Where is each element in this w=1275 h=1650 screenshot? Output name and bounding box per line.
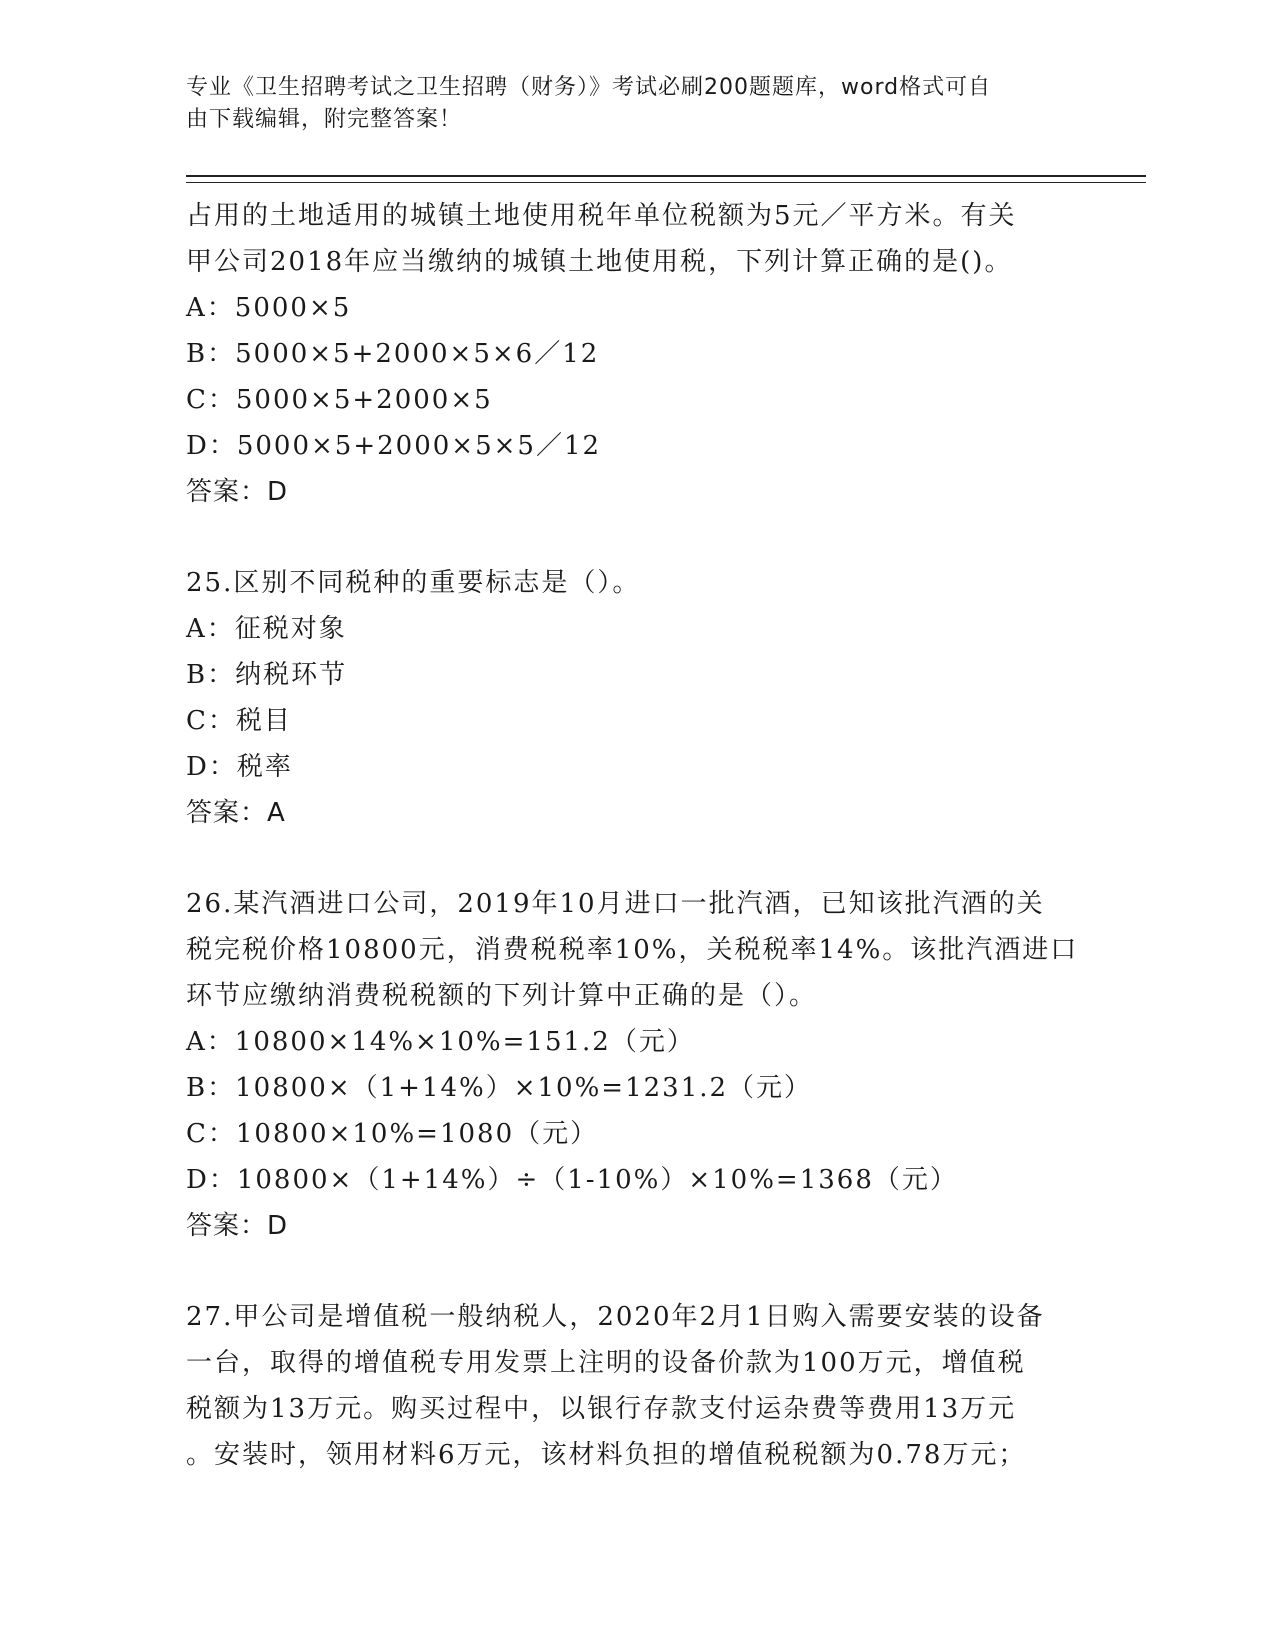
question-list: [186, 193, 1086, 1478]
answer-line: 答案：A: [186, 798, 286, 828]
option-b: B：10800×（1+14%）×10%=1231.2（元）: [186, 1073, 813, 1103]
question-stem-line: 26.某汽酒进口公司，2019年10月进口一批汽酒，已知该批汽酒的关: [186, 889, 1045, 919]
question-24: [186, 193, 1086, 515]
header-title-line-2: 由下载编辑，附完整答案！: [186, 107, 463, 132]
option-a: A：5000×5: [186, 293, 352, 323]
option-b: B：5000×5+2000×5×6／12: [186, 339, 600, 369]
question-stem-line: 。安装时，领用材料6万元，该材料负担的增值税税额为0.78万元；: [186, 1440, 1027, 1470]
spacer: [186, 836, 1086, 881]
option-c: C：5000×5+2000×5: [186, 385, 493, 415]
question-stem-line: 税额为13万元。购买过程中，以银行存款支付运杂费等费用13万元: [186, 1394, 1017, 1424]
question-stem-line: 税完税价格10800元，消费税税率10%，关税税率14%。该批汽酒进口: [186, 935, 1079, 965]
option-b: B：纳税环节: [186, 660, 348, 690]
question-stem-line: 一台，取得的增值税专用发票上注明的设备价款为100万元，增值税: [186, 1348, 1026, 1378]
option-c: C：10800×10%=1080（元）: [186, 1119, 599, 1149]
option-a: A：10800×14%×10%=151.2（元）: [186, 1027, 695, 1057]
question-27: [186, 1294, 1086, 1478]
option-d: D：5000×5+2000×5×5／12: [186, 431, 602, 461]
answer-line: 答案：D: [186, 477, 289, 507]
option-d: D：税率: [186, 752, 293, 782]
header-title-line-1: 专业《卫生招聘考试之卫生招聘（财务）》考试必刷200题题库，word格式可自: [186, 75, 992, 100]
document-header: [186, 72, 1086, 136]
question-25: [186, 560, 1086, 836]
spacer: [186, 515, 1086, 560]
option-d: D：10800×（1+14%）÷（1-10%）×10%=1368（元）: [186, 1165, 958, 1195]
question-stem-line: 环节应缴纳消费税税额的下列计算中正确的是（）。: [186, 981, 818, 1011]
question-stem-line: 25.区别不同税种的重要标志是（）。: [186, 568, 641, 598]
answer-line: 答案：D: [186, 1211, 289, 1241]
option-a: A：征税对象: [186, 614, 347, 644]
question-stem-line: 27.甲公司是增值税一般纳税人，2020年2月1日购入需要安装的设备: [186, 1302, 1045, 1332]
spacer: [186, 1249, 1086, 1294]
question-stem-line: 甲公司2018年应当缴纳的城镇土地使用税，下列计算正确的是()。: [186, 247, 1013, 277]
question-26: [186, 881, 1086, 1249]
header-divider-thin: [186, 182, 1146, 183]
question-stem-line: 占用的土地适用的城镇土地使用税年单位税额为5元／平方米。有关: [186, 201, 1017, 231]
header-divider-thick: [186, 175, 1146, 177]
option-c: C：税目: [186, 706, 292, 736]
